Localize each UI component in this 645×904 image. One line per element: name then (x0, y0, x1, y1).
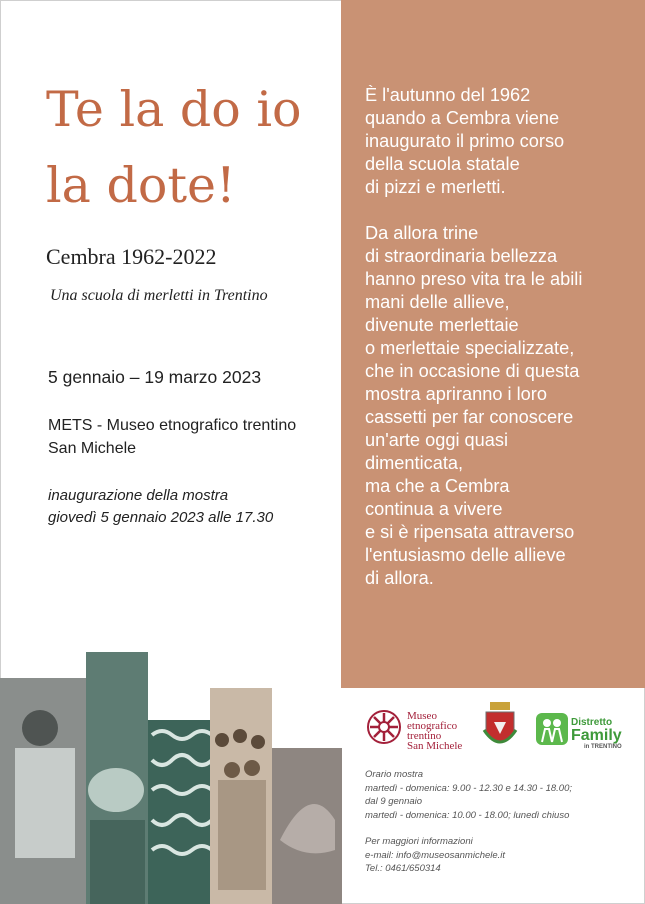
description-text: È l'autunno del 1962 quando a Cembra viene inaugurato il primo corso della scuola statale di pizzi e merletti. Da allora trine di straordinaria bellezza hanno preso vita tra le abili mani delle allieve, divenute merlettaie o merlettaie specializzate, che in occasione di questa mostra apriranno i loro cassetti per far conoscere un'arte oggi quasi dimenticata, ma che a Cembra continua a vivere e si è ripensata attraverso l'entusiasmo delle allieve di allora. (365, 85, 583, 588)
hours-line-1: martedì - domenica: 9.00 - 12.30 e 14.30 - 18.00; (365, 782, 573, 794)
info-block (365, 768, 635, 876)
venue-line-2: San Michele (48, 440, 137, 457)
distretto-line-1: Distretto (571, 717, 613, 728)
title-line-1: Te la do io (46, 81, 302, 138)
cembra-coat-of-arms-icon (482, 700, 518, 754)
photo-collage (0, 640, 342, 904)
distretto-family-logo-icon (535, 712, 569, 746)
mets-logo-line-2: etnografico (407, 720, 458, 732)
opening-info (48, 485, 273, 529)
subtitle: Cembra 1962-2022 (46, 244, 217, 269)
distretto-family-logo-text (571, 717, 622, 751)
hours-line-2: dal 9 gennaio (365, 796, 423, 807)
contact-email[interactable]: e-mail: info@museosanmichele.it (365, 849, 506, 861)
title-line-2: la dote! (46, 157, 236, 214)
distretto-line-2: Family (571, 727, 622, 744)
tagline: Una scuola di merletti in Trentino (50, 287, 268, 304)
mets-logo-text (407, 711, 462, 751)
hours-line-3: martedì - domenica: 10.00 - 18.00; lunedì chiuso (365, 809, 570, 821)
mets-logo-icon (364, 707, 404, 747)
exhibition-dates: 5 gennaio – 19 marzo 2023 (48, 367, 262, 387)
venue-line-1: METS - Museo etnografico trentino (48, 417, 297, 434)
opening-line-2: giovedì 5 gennaio 2023 alle 17.30 (48, 509, 274, 526)
contact-title: Per maggiori informazioni (365, 836, 473, 847)
hours-title: Orario mostra (365, 769, 424, 780)
opening-line-1: inaugurazione della mostra (48, 487, 229, 504)
photo-lace-pattern (148, 720, 210, 904)
venue (48, 414, 296, 460)
mets-logo-line-4: San Michele (407, 740, 463, 752)
mets-logo-line-1: Museo (407, 710, 437, 722)
mets-logo-line-3: trentino (407, 730, 442, 742)
contact-phone[interactable]: Tel.: 0461/650314 (365, 863, 441, 874)
distretto-line-3: in TRENTINO (584, 744, 622, 750)
page-title (46, 72, 302, 224)
